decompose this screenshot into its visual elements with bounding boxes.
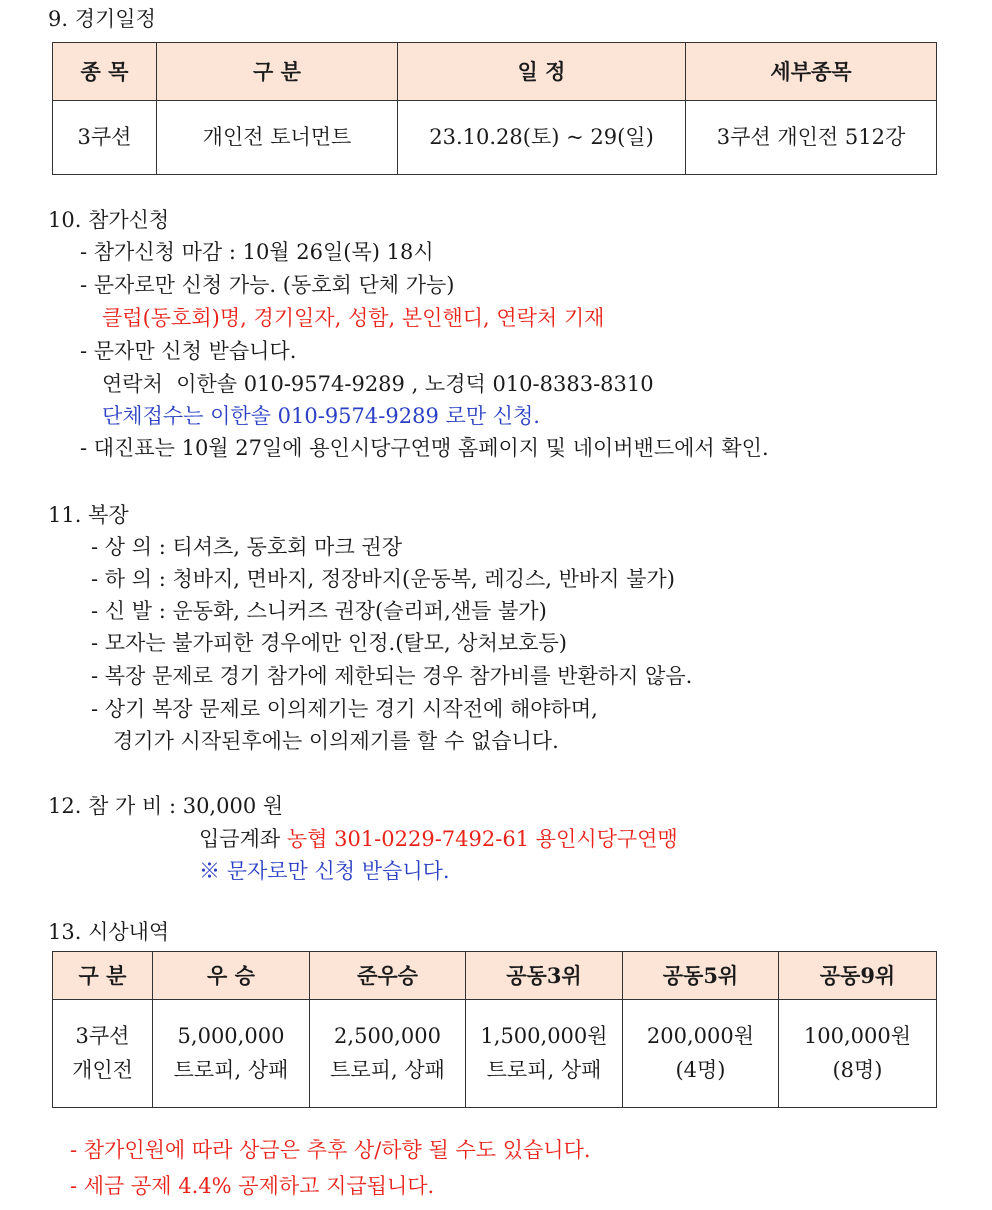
registration-required-info: 클럽(동호회)명, 경기일자, 성함, 본인핸디, 연락처 기재 [102,306,605,330]
dress-shoes: - 신 발 : 운동화, 스니커즈 권장(슬리퍼,샌들 불가) [91,599,547,623]
prize-header-fifth: 공동5위 [623,952,779,1000]
schedule-cell-detail: 3쿠션 개인전 512강 [686,101,937,175]
registration-sms-only: - 문자만 신청 받습니다. [80,339,297,363]
section-11-heading: 11. 복장 [48,503,129,527]
section-10-heading: 10. 참가신청 [48,208,170,232]
section-13-heading: 13. 시상내역 [48,920,170,944]
group-registration-contact: 단체접수는 이한솔 010-9574-9289 로만 신청. [102,404,540,428]
prize-cell-line: 3쿠션 [75,1023,130,1048]
prize-cell-runner-up [310,1000,466,1108]
prize-cell-line: 트로피, 상패 [486,1057,602,1082]
bracket-notice: - 대진표는 10월 27일에 용인시당구연맹 홈페이지 및 네이버밴드에서 확인. [80,436,769,460]
prize-cell-line: 1,500,000원 [480,1023,608,1048]
dress-bottom: - 하 의 : 청바지, 면바지, 정장바지(운동복, 레깅스, 반바지 불가) [91,567,675,591]
prize-cell-line: 2,500,000 [334,1023,441,1048]
prize-cell-line: 트로피, 상패 [330,1057,445,1082]
prize-header-third: 공동3위 [466,952,623,1000]
prize-note-adjustment: - 참가인원에 따라 상금은 추후 상/하향 될 수도 있습니다. [70,1138,591,1162]
dress-objection-cont: 경기가 시작된후에는 이의제기를 할 수 없습니다. [113,729,559,753]
schedule-cell-division: 개인전 토너먼트 [157,101,398,175]
prize-cell-line: (4명) [675,1057,726,1082]
prize-cell-line: 트로피, 상패 [173,1057,289,1082]
prize-cell-line: 개인전 [72,1057,133,1082]
prize-cell-line: 200,000원 [646,1023,755,1048]
prize-cell-line: (8명) [832,1057,883,1082]
section-12-heading: 12. 참 가 비 : 30,000 원 [48,794,284,818]
prize-header-winner: 우 승 [153,952,310,1000]
dress-objection: - 상기 복장 문제로 이의제기는 경기 시작전에 해야하며, [91,697,598,721]
dress-hat: - 모자는 불가피한 경우에만 인정.(탈모, 상처보호등) [91,631,567,655]
schedule-header-division: 구 분 [157,43,398,101]
registration-deadline: - 참가신청 마감 : 10월 26일(목) 18시 [80,240,434,264]
prize-cell-ninth [779,1000,937,1108]
prize-cell-winner [153,1000,310,1108]
prize-header-division: 구 분 [53,952,153,1000]
schedule-table [52,42,937,175]
deposit-account-label: 입금계좌 [199,827,281,851]
sms-only-note: ※ 문자로만 신청 받습니다. [199,859,450,883]
schedule-cell-event: 3쿠션 [53,101,157,175]
registration-method: - 문자로만 신청 가능. (동호회 단체 가능) [80,273,455,297]
prize-header-ninth: 공동9위 [779,952,937,1000]
prize-cell-fifth [623,1000,779,1108]
registration-contacts: 연락처 이한솔 010-9574-9289 , 노경덕 010-8383-8310 [102,372,654,396]
deposit-account [199,829,678,850]
schedule-header-detail: 세부종목 [686,43,937,101]
schedule-header-event: 종 목 [53,43,157,101]
prize-cell-line: 100,000원 [803,1023,912,1048]
dress-refund-policy: - 복장 문제로 경기 참가에 제한되는 경우 참가비를 반환하지 않음. [91,664,693,688]
prize-cell-division [53,1000,153,1108]
schedule-cell-date: 23.10.28(토) ~ 29(일) [398,101,686,175]
section-9-heading: 9. 경기일정 [48,7,156,31]
prize-cell-line: 5,000,000 [177,1023,285,1048]
prize-header-runner-up: 준우승 [310,952,466,1000]
prize-cell-third [466,1000,623,1108]
dress-top: - 상 의 : 티셔츠, 동호회 마크 권장 [91,535,403,559]
prize-note-tax: - 세금 공제 4.4% 공제하고 지급됩니다. [70,1174,435,1198]
prize-table [52,951,937,1108]
deposit-account-value: 농협 301-0229-7492-61 용인시당구연맹 [286,827,678,851]
schedule-header-date: 일 정 [398,43,686,101]
